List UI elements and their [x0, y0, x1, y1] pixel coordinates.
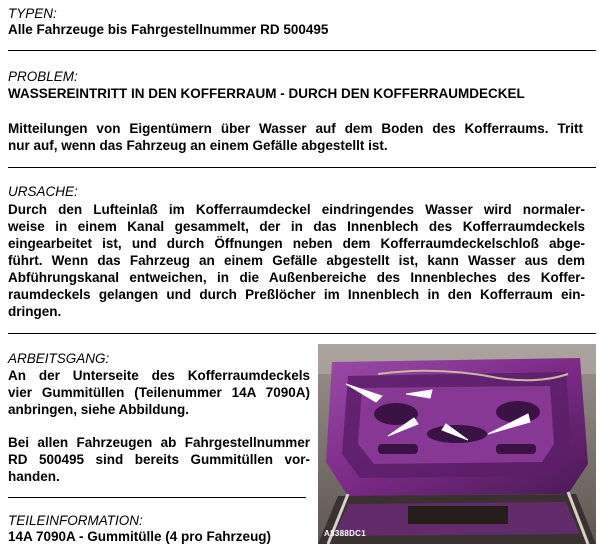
ursache-line: Abführungskanal entweichen, in die Außenbereiche des Innenbleches des Koffer- — [8, 270, 585, 285]
ursache-heading: URSACHE: — [8, 184, 78, 199]
arbeitsgang-line: RD 500495 sind bereits Gummitüllen vor- — [8, 452, 310, 467]
ursache-line: weise in einem Kanal gesammelt, der in das Innenblech des Kofferraumdeckels — [8, 219, 585, 234]
typen-heading: TYPEN: — [8, 6, 57, 21]
problem-line: Mitteilungen von Eigentümern über Wasser auf dem Boden des Kofferraums. Tritt — [8, 121, 583, 136]
arbeitsgang-line: vier Gummitüllen (Teilenummer 14A 7090A) — [8, 385, 310, 400]
figure-label: A8388DC1 — [324, 529, 366, 538]
ursache-line: eingearbeitet ist, und durch Öffnungen neben dem Kofferraumdeckelschloß abge- — [8, 236, 585, 251]
arbeitsgang-heading: ARBEITSGANG: — [8, 351, 110, 366]
section-divider — [8, 50, 596, 51]
ursache-line: raumdeckels gelangen und durch Preßlöcher im Innenblech in den Kofferraum ein- — [8, 287, 585, 302]
problem-line: nur auf, wenn das Fahrzeug an einem Gefälle abgestellt ist. — [8, 138, 388, 153]
ursache-line: führt. Wenn das Fahrzeug an einem Gefälle abgestellt ist, kann Wasser aus dem — [8, 253, 585, 268]
problem-description — [8, 120, 583, 154]
ursache-line: dringen. — [8, 304, 62, 319]
arbeitsgang-paragraph-2 — [8, 434, 310, 485]
ursache-description — [8, 201, 585, 320]
section-divider — [8, 167, 596, 168]
arbeitsgang-paragraph-1 — [8, 367, 310, 418]
trunk-lid-photo — [318, 344, 596, 544]
teileinformation-heading: TEILEINFORMATION: — [8, 513, 143, 528]
typen-text: Alle Fahrzeuge bis Fahrgestellnummer RD 500495 — [8, 22, 329, 37]
teileinformation-text: 14A 7090A - Gummitülle (4 pro Fahrzeug) — [8, 529, 272, 544]
arbeitsgang-line: anbringen, siehe Abbildung. — [8, 402, 190, 417]
arbeitsgang-line: handen. — [8, 469, 60, 484]
problem-heading: PROBLEM: — [8, 69, 78, 84]
arbeitsgang-line: Bei allen Fahrzeugen ab Fahrgestellnummer — [8, 435, 310, 450]
section-divider — [8, 333, 596, 334]
trunk-lid-illustration — [318, 344, 596, 544]
problem-title: WASSEREINTRITT IN DEN KOFFERRAUM - DURCH DEN KOFFERRAUMDECKEL — [8, 86, 525, 101]
section-divider — [8, 497, 306, 498]
arbeitsgang-line: An der Unterseite des Kofferraumdeckels — [8, 368, 310, 383]
ursache-line: Durch den Lufteinlaß im Kofferraumdeckel eindringendes Wasser wird normaler- — [8, 202, 585, 217]
